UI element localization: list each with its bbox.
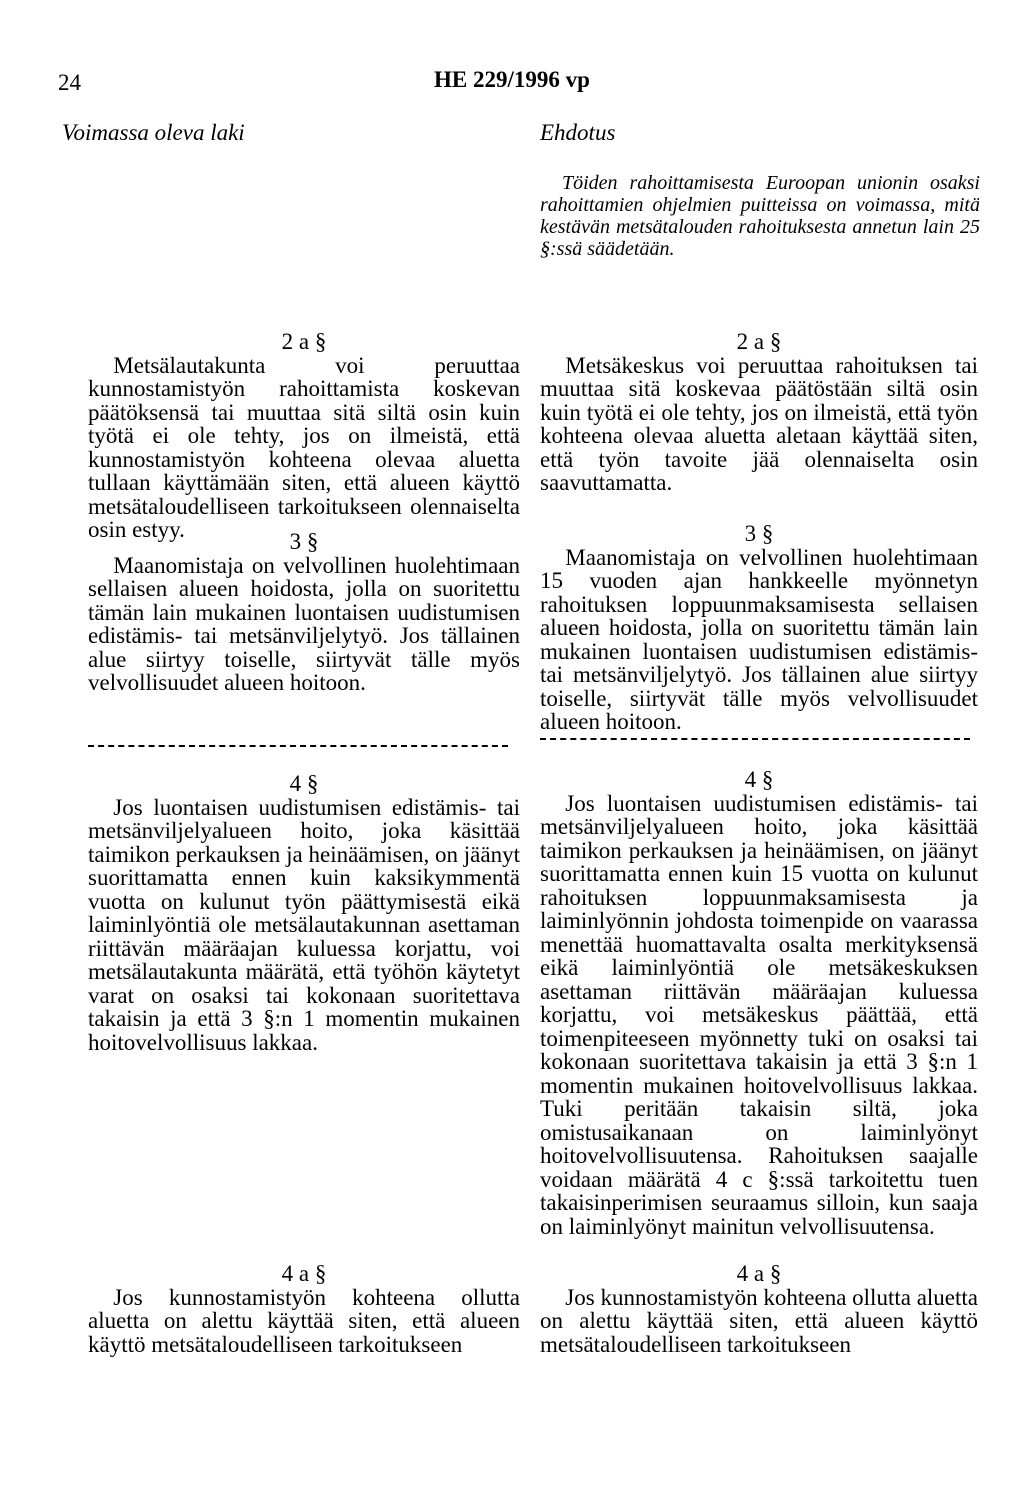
section-text: Jos luontaisen uudistumisen edistämis- tai metsänviljelyalueen hoito, joka käsittää taimikon perkauksen ja heinäämisen, on jäänyt suorittamatta ennen kuin kaksikymmentä vuotta on kulunut työn päättymisestä eikä laiminlyöntiä ole metsälautakunnan asettaman riittävän määräajan kuluessa korjattu, voi metsälautakunta määrätä, että työhön käytetyt varat on osaksi tai kokonaan suoritettava takaisin ja että 3 §:n 1 momentin mukainen hoitovelvollisuus lakkaa. bbox=[88, 794, 520, 1055]
omission-divider bbox=[540, 738, 970, 740]
section-title: 2 a § bbox=[281, 329, 327, 354]
section-title: 4 a § bbox=[281, 1261, 327, 1286]
document-id: HE 229/1996 vp bbox=[434, 67, 590, 92]
section-title: 3 § bbox=[744, 521, 774, 546]
section-title: 3 § bbox=[289, 529, 319, 554]
section-text: Maanomistaja on velvollinen huolehtimaan sellaisen alueen hoidosta, jolla on suoritettu tämän lain mukainen luontaisen uudistumisen edistämis- tai metsänviljelytyö. Jos tällainen alue siirtyy toiselle, siirtyvät tälle myös velvollisuudet alueen hoitoon. bbox=[88, 552, 520, 695]
section-title: 4 § bbox=[289, 771, 319, 796]
left-section-4 bbox=[88, 772, 520, 1054]
section-title: 4 § bbox=[744, 767, 774, 792]
right-section-4 bbox=[540, 768, 978, 1238]
section-title: 4 a § bbox=[736, 1261, 782, 1286]
section-text: Maanomistaja on velvollinen huolehtimaan 15 vuoden ajan hankkeelle myönnetyn rahoituksen loppuunmaksamisesta sellaisen alueen hoidosta, jolla on suoritettu tämän lain mukainen luontaisen uudistumisen edistämis- tai metsänviljelytyö. Jos tällainen alue siirtyy toiselle, siirtyvät tälle myös velvollisuudet alueen hoitoon. bbox=[540, 544, 978, 734]
right-column-heading: Ehdotus bbox=[540, 120, 616, 145]
left-section-3 bbox=[88, 530, 520, 695]
right-section-3 bbox=[540, 522, 978, 734]
left-column-heading: Voimassa oleva laki bbox=[62, 120, 245, 145]
right-section-4a bbox=[540, 1262, 978, 1356]
section-text: Jos kunnostamistyön kohteena ollutta aluetta on alettu käyttää siten, että alueen käyttö metsätaloudelliseen tarkoitukseen bbox=[540, 1284, 978, 1357]
section-text: Jos luontaisen uudistumisen edistämis- tai metsänviljelyalueen hoito, joka käsittää taimikon perkauksen ja heinäämisen, on jäänyt suorittamatta ennen kuin 15 vuotta on kulunut rahoituksen loppuunmaksamisesta ja laiminlyönnin johdosta toimenpide on vaarassa menettää huomattavalta osalta merkityksensä eikä laiminlyöntiä ole metsäkeskuksen asettaman riittävän määräajan kuluessa korjattu, voi metsäkeskus päättää, että toimenpiteeseen myönnetty tuki on osaksi tai kokonaan suoritettava takaisin ja että 3 §:n 1 momentin mukainen hoitovelvollisuus lakkaa. Tuki peritään takaisin siltä, joka omistusaikanaan on laiminlyönyt hoitovelvollisuutensa. Rahoituksen saajalle voidaan määrätä 4 c §:ssä tarkoitettu tuen takaisinperimisen seuraamus silloin, kun saaja on laiminlyönyt mainitun velvollisuutensa. bbox=[540, 790, 978, 1239]
section-text: Metsäkeskus voi peruuttaa rahoituksen tai muuttaa sitä koskevaa päätöstään siltä osin kuin työtä ei ole tehty, jos on ilmeistä, että työn kohteena olevaa aluetta aletaan käyttää siten, että työn tavoite jää olennaiselta osin saavuttamatta. bbox=[540, 352, 978, 495]
page-number: 24 bbox=[58, 70, 81, 95]
left-section-4a bbox=[88, 1262, 520, 1356]
omission-divider bbox=[88, 745, 508, 747]
preamble: Töiden rahoittamisesta Euroopan unionin osaksi rahoittamien ohjelmien puitteissa on voimassa, mitä kestävän metsätalouden rahoituksesta annetun lain 25 §:ssä säädetään. bbox=[540, 172, 980, 260]
section-title: 2 a § bbox=[736, 329, 782, 354]
section-text: Jos kunnostamistyön kohteena ollutta aluetta on alettu käyttää siten, että alueen käyttö metsätaloudelliseen tarkoitukseen bbox=[88, 1284, 520, 1357]
right-section-2a bbox=[540, 330, 978, 495]
left-section-2a bbox=[88, 330, 520, 542]
section-text: Metsälautakunta voi peruuttaa kunnostamistyön rahoittamista koskevan päätöksensä tai muuttaa sitä siltä osin kuin työtä ei ole tehty, jos on ilmeistä, että kunnostamistyön kohteena olevaa aluetta tullaan käyttämään siten, että alueen käyttö metsätaloudelliseen tarkoitukseen olennaiselta osin estyy. bbox=[88, 352, 520, 542]
